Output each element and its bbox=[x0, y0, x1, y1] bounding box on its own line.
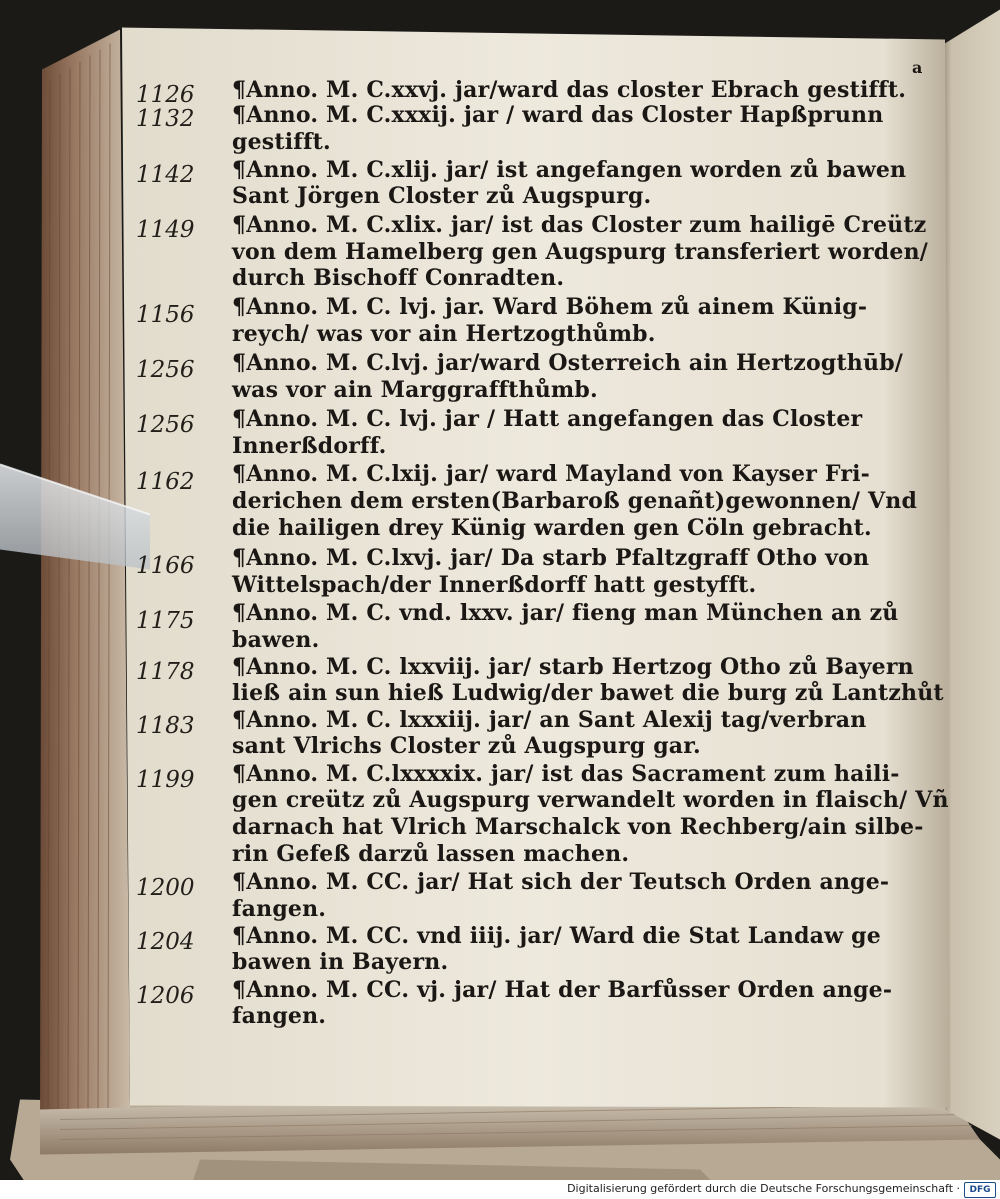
entry-line: ¶Anno. M. C. lvj. jar / Hatt angefangen das Closter bbox=[232, 406, 863, 432]
entry-line: bawen in Bayern. bbox=[232, 949, 449, 975]
entry-line: Innerßdorff. bbox=[232, 433, 387, 459]
entry-line: darnach hat Vlrich Marschalck von Rechberg/ain silbe- bbox=[232, 814, 924, 840]
entry-line: die hailigen drey Künig warden gen Cöln gebracht. bbox=[232, 515, 872, 541]
year-label: 1256 bbox=[136, 357, 195, 383]
entry-line: gestifft. bbox=[232, 129, 331, 155]
entry-line: ¶Anno. M. CC. vnd iiij. jar/ Ward die Stat Landaw ge bbox=[232, 923, 881, 949]
entry-line: ¶Anno. M. C.xlij. jar/ ist angefangen worden zů bawen bbox=[232, 157, 907, 183]
entry-line: ¶Anno. M. CC. jar/ Hat sich der Teutsch Orden ange- bbox=[232, 869, 890, 895]
entry-line: durch Bischoff Conradten. bbox=[232, 265, 565, 291]
year-label: 1156 bbox=[136, 302, 195, 328]
entry-line: ¶Anno. M. C. lvj. jar. Ward Böhem zů ainem Künig- bbox=[232, 294, 868, 320]
year-label: 1178 bbox=[136, 659, 195, 685]
entry-line: derichen dem ersten(Barbaroß genañt)gewonnen/ Vnd bbox=[232, 488, 918, 514]
entry-line: ¶Anno. M. C.xxvj. jar/ward das closter Ebrach gestifft. bbox=[232, 77, 907, 103]
year-label: 1256 bbox=[136, 412, 195, 438]
entry-line: ¶Anno. M. C.lxvj. jar/ Da starb Pfaltzgraff Otho von bbox=[232, 545, 870, 571]
entry-line: rin Gefeß darzů lassen machen. bbox=[232, 841, 630, 867]
year-label: 1142 bbox=[136, 162, 195, 188]
year-label: 1204 bbox=[136, 929, 195, 955]
entry-line: Wittelspach/der Innerßdorff hatt gestyfft. bbox=[232, 572, 757, 598]
year-label: 1149 bbox=[136, 217, 195, 243]
year-label: 1183 bbox=[136, 713, 195, 739]
entry-line: ¶Anno. M. C.lxxxxix. jar/ ist das Sacrament zum haili- bbox=[232, 761, 900, 787]
entry-line: reych/ was vor ain Hertzogthůmb. bbox=[232, 321, 656, 347]
year-label: 1166 bbox=[136, 553, 195, 579]
entry-line: fangen. bbox=[232, 896, 327, 922]
entry-line: Sant Jörgen Closter zů Augspurg. bbox=[232, 183, 652, 209]
year-label: 1199 bbox=[136, 767, 195, 793]
year-label: 1206 bbox=[136, 983, 195, 1009]
entry-line: bawen. bbox=[232, 627, 320, 653]
footer-bar bbox=[0, 1180, 1000, 1199]
year-label: 1200 bbox=[136, 875, 195, 901]
entry-line: ¶Anno. M. C.lxij. jar/ ward Mayland von Kayser Fri- bbox=[232, 461, 871, 487]
entry-line: fangen. bbox=[232, 1003, 327, 1029]
year-label: 1132 bbox=[136, 106, 195, 132]
entry-line: ließ ain sun hieß Ludwig/der bawet die burg zů Lantzhůt bbox=[232, 680, 944, 706]
page-signature-mark: a bbox=[912, 58, 923, 77]
entry-line: ¶Anno. M. C.lvj. jar/ward Osterreich ain Hertzogthūb/ bbox=[232, 350, 904, 376]
entry-line: ¶Anno. M. C. vnd. lxxv. jar/ fieng man München an zů bbox=[232, 600, 899, 626]
entry-line: von dem Hamelberg gen Augspurg transferiert worden/ bbox=[232, 239, 929, 265]
dfg-logo-icon: DFG bbox=[964, 1182, 996, 1198]
entry-line: ¶Anno. M. C.xxxij. jar / ward das Closter Hapßprunn bbox=[232, 102, 884, 128]
year-label: 1175 bbox=[136, 608, 195, 634]
entry-line: ¶Anno. M. CC. vj. jar/ Hat der Barfůsser Orden ange- bbox=[232, 977, 893, 1003]
entry-line: ¶Anno. M. C. lxxxiij. jar/ an Sant Alexij tag/verbran bbox=[232, 707, 867, 733]
entry-line: was vor ain Marggraffthůmb. bbox=[232, 377, 598, 403]
funding-credit: Digitalisierung gefördert durch die Deutsche Forschungsgemeinschaft · bbox=[567, 1182, 960, 1195]
year-label: 1162 bbox=[136, 469, 195, 495]
entry-line: gen creütz zů Augspurg verwandelt worden in flaisch/ Vñ bbox=[232, 787, 949, 813]
entry-line: ¶Anno. M. C. lxxviij. jar/ starb Hertzog Otho zů Bayern bbox=[232, 654, 914, 680]
year-label: 1126 bbox=[136, 82, 195, 108]
entry-line: ¶Anno. M. C.xlix. jar/ ist das Closter zum hailigē Creütz bbox=[232, 212, 927, 238]
entry-line: sant Vlrichs Closter zů Augspurg gar. bbox=[232, 733, 701, 759]
